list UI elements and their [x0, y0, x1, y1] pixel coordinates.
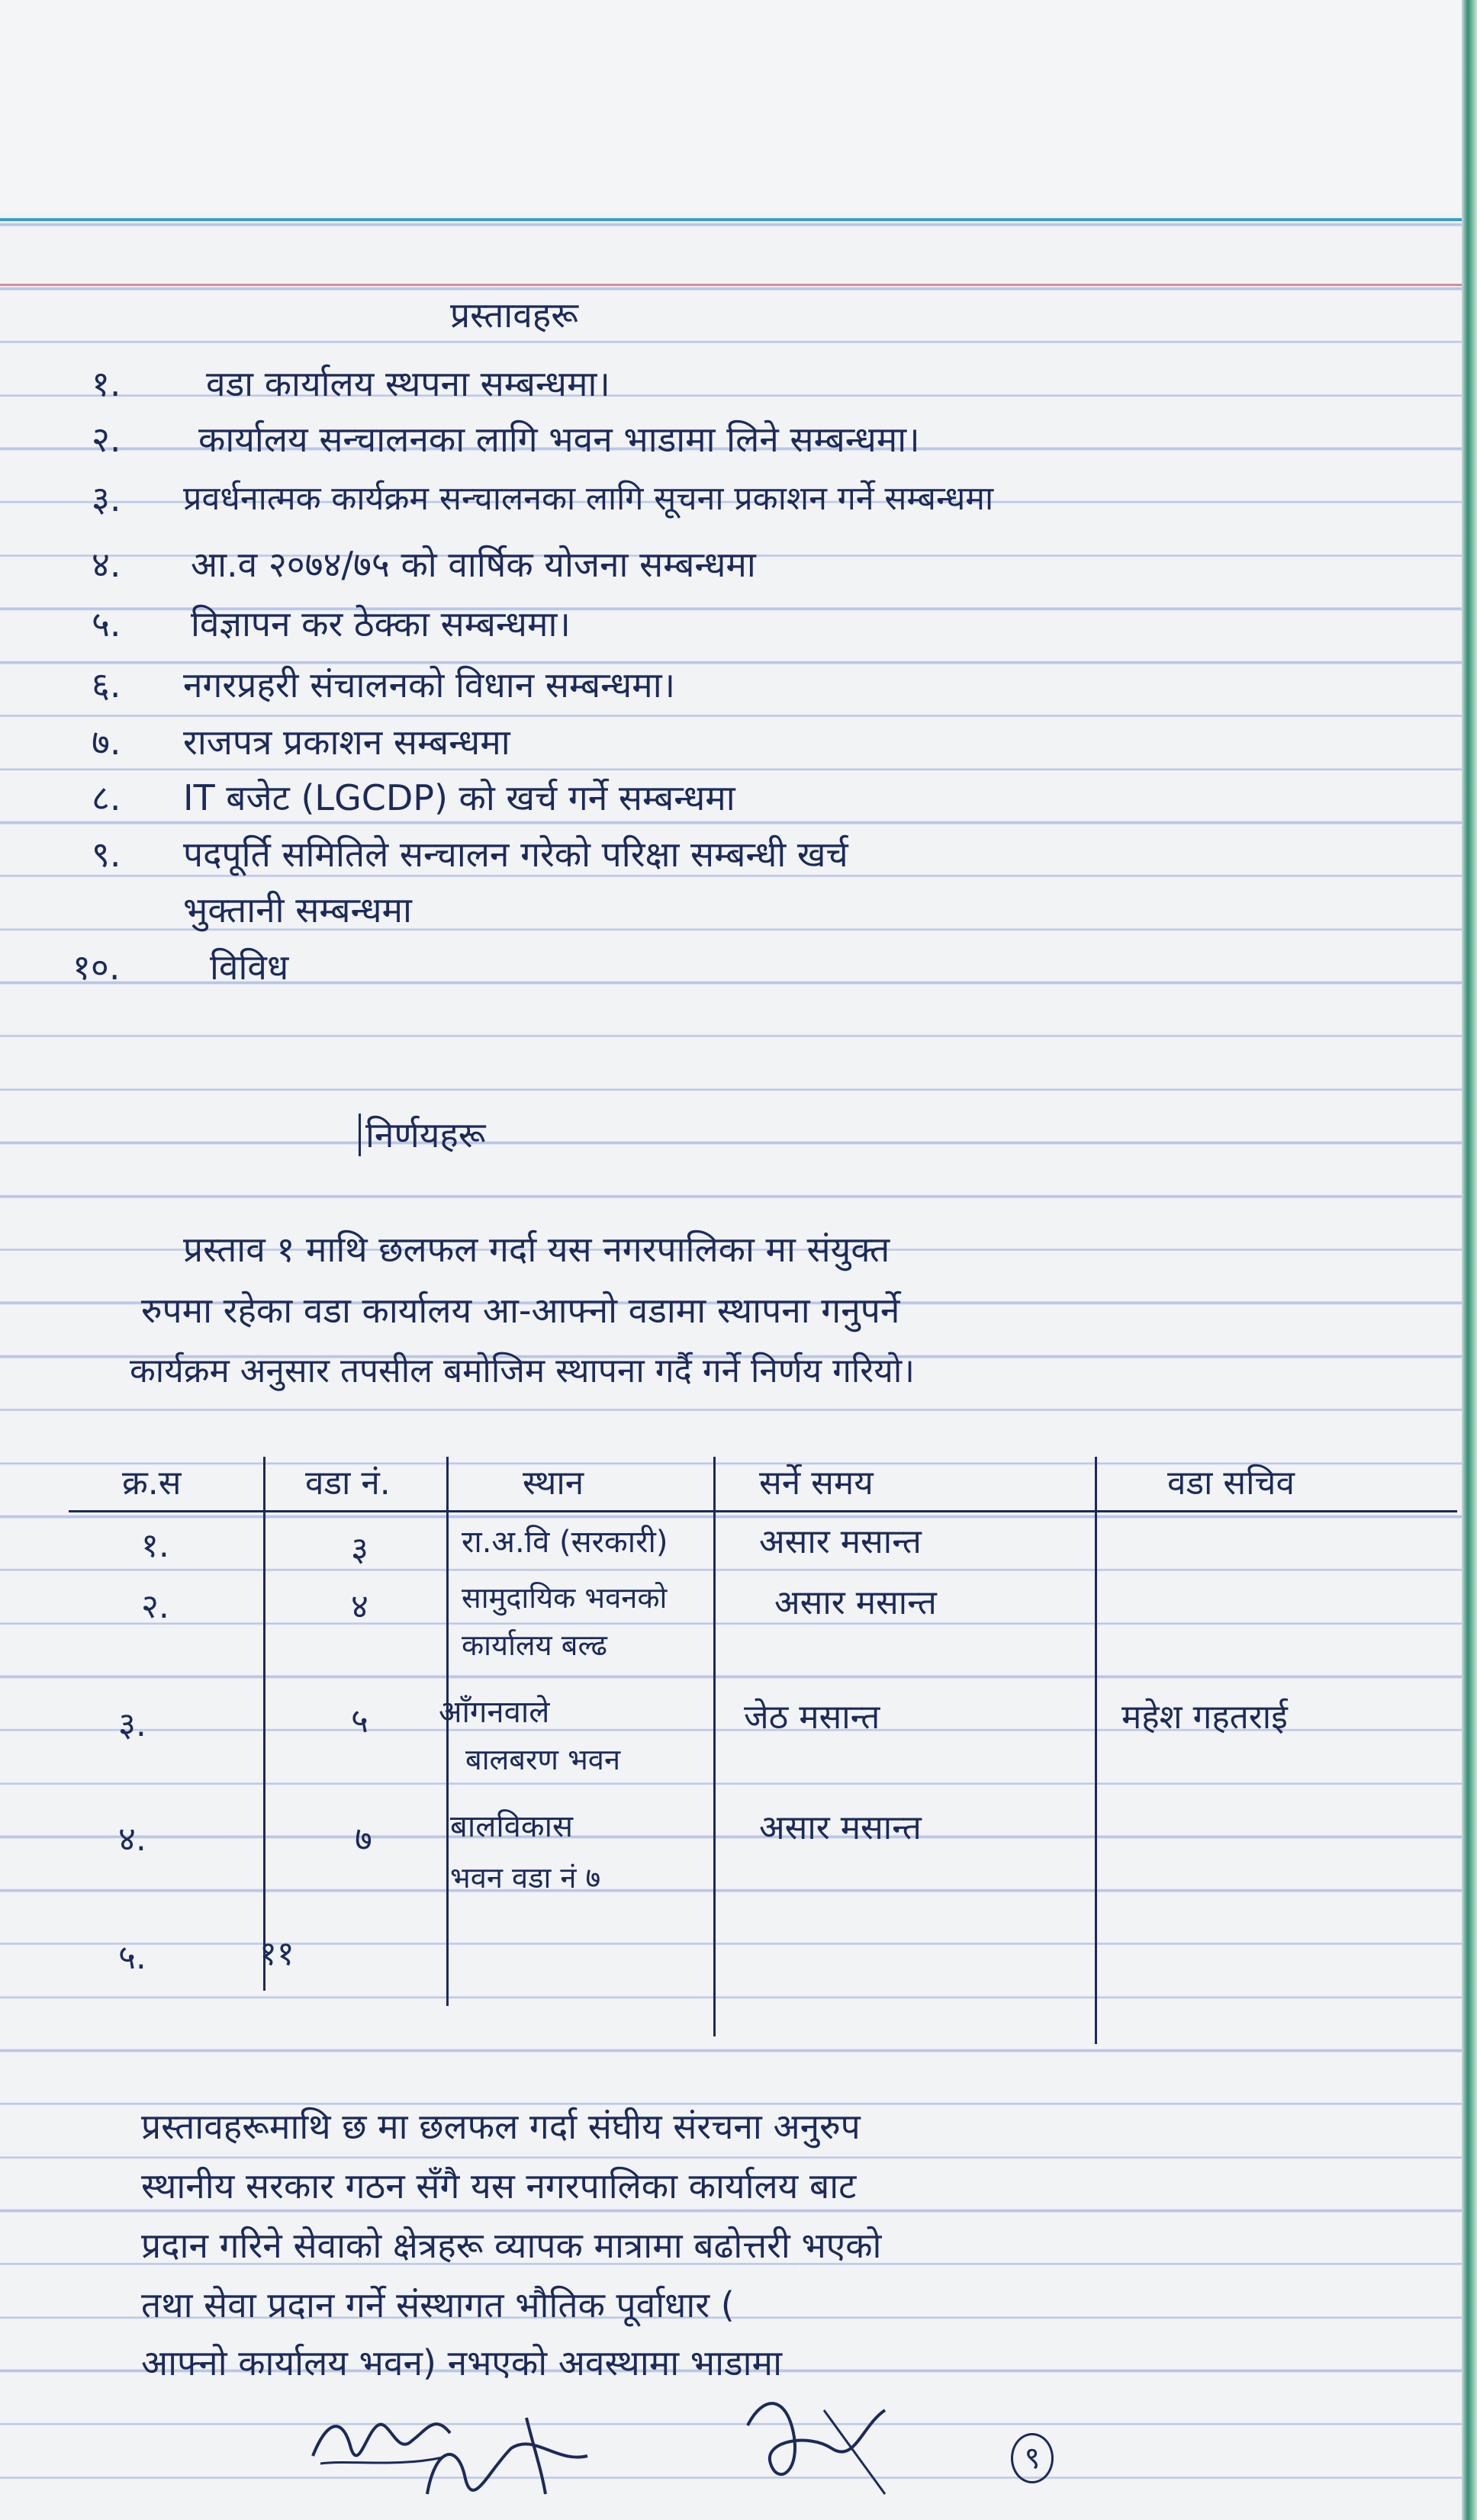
proposal-text: IT बजेट (LGCDP) को खर्च गर्ने सम्बन्धमा [183, 777, 735, 818]
signature-3 [732, 2380, 900, 2509]
table-cell-place: कार्यालय बल्ढ [462, 1628, 607, 1662]
decision-line: तथा सेवा प्रदान गर्ने संस्थागत भौतिक पूर्वाधार ( [141, 2284, 735, 2326]
table-cell-sn: ४. [118, 1820, 146, 1859]
table-cell-ward: ७ [355, 1820, 372, 1859]
table-cell-ward: ३ [351, 1530, 368, 1569]
decision-line: आफ्नो कार्यालय भवन) नभएको अवस्थामा भाडामा [141, 2342, 782, 2383]
decision-line: स्थानीय सरकार गठन सँगै यस नगरपालिका कार्यालय बाट [141, 2165, 857, 2207]
proposal-number: ५. [92, 603, 121, 644]
proposal-text: राजपत्र प्रकाशन सम्बन्धमा [183, 722, 510, 763]
table-header-rule [69, 1510, 1457, 1512]
proposal-text: प्रवर्धनात्मक कार्यक्रम सन्चालनका लागि सूचना प्रकाशन गर्ने सम्बन्धमा [183, 480, 994, 518]
proposal-number: १. [92, 363, 121, 404]
decision-line: प्रदान गरिने सेवाको क्षेत्रहरू व्यापक मात्रामा बढोत्तरी भएको [141, 2225, 882, 2266]
table-cell-ward: ११ [259, 1934, 294, 1973]
proposal-text: वडा कार्यालय स्थपना सम्बन्धमा। [206, 363, 610, 404]
table-column-divider [713, 1457, 716, 2036]
decision-line: कार्यक्रम अनुसार तपसील बमोजिम स्थापना गर्दै गर्ने निर्णय गरियो। [130, 1352, 915, 1390]
proposal-text: आ.व २०७४/७५ को वार्षिक योजना सम्बन्धमा [191, 544, 756, 585]
proposal-number: ७. [92, 722, 121, 763]
table-cell-ward: ४ [351, 1587, 368, 1626]
proposals-heading: प्रस्तावहरू [450, 294, 578, 336]
proposal-text: नगरप्रहरी संचालनको विधान सम्बन्धमा। [183, 664, 676, 706]
proposal-text: विज्ञापन कर ठेक्का सम्बन्धमा। [191, 603, 571, 644]
table-cell-ward: ५ [351, 1702, 368, 1741]
decision-line: प्रस्ताव १ माथि छलफल गर्दा यस नगरपालिका मा संयुक्त [183, 1229, 890, 1270]
table-cell-sn: ५. [118, 1938, 146, 1977]
page-number-mark: ९ [1011, 2433, 1054, 2483]
table-header-time: सर्ने समय [759, 1464, 874, 1503]
decision-line: रुपमा रहेका वडा कार्यालय आ-आफ्नो वडामा स्थापना गनुपर्ने [141, 1290, 900, 1331]
table-header-sn: क्र.स [122, 1464, 182, 1503]
table-cell-secretary: महेश गहतराई [1121, 1698, 1288, 1737]
table-cell-sn: २. [141, 1587, 169, 1626]
table-cell-place: बालविकास [450, 1809, 574, 1844]
proposal-text: पदपूर्ति समितिले सन्चालन गरेको परिक्षा सम्बन्धी खर्च [183, 834, 848, 875]
table-cell-sn: १. [141, 1526, 169, 1565]
table-cell-sn: ३. [118, 1705, 146, 1744]
decisions-heading: निर्णयहरू [359, 1114, 486, 1156]
page-top-margin [0, 0, 1477, 214]
table-column-divider [263, 1457, 265, 1991]
table-cell-place: आँगनवाले [439, 1695, 550, 1730]
table-cell-place: रा.अ.वि (सरकारी) [462, 1525, 668, 1560]
proposal-number: १०. [72, 947, 121, 988]
proposal-number: ८. [92, 777, 121, 818]
proposal-number: २. [92, 419, 121, 460]
decision-line: प्रस्तावहरूमाथि छ मा छलफल गर्दा संघीय संरचना अनुरुप [141, 2106, 861, 2147]
table-cell-place: भवन वडा नं ७ [450, 1861, 601, 1895]
proposal-text-continued: भुक्तानी सम्बन्धमा [183, 889, 412, 931]
proposal-text: विविध [210, 947, 289, 988]
table-cell-time: असार मसान्त [774, 1583, 937, 1622]
signature-2 [412, 2403, 610, 2517]
header-rule-blue [0, 218, 1477, 221]
table-cell-time: असार मसान्त [759, 1808, 922, 1847]
table-cell-place: बालबरण भवन [465, 1743, 621, 1776]
page-binding-edge [1462, 0, 1477, 2520]
table-header-place: स्थान [523, 1464, 584, 1503]
proposal-text: कार्यालय सन्चालनका लागि भवन भाडामा लिने सम्बन्धमा। [198, 419, 920, 460]
proposal-number: ३. [92, 478, 121, 519]
header-rule-red [0, 284, 1477, 286]
table-header-secretary: वडा सचिव [1167, 1464, 1295, 1503]
table-cell-time: जेठ मसान्त [744, 1698, 880, 1737]
ward-office-table [69, 1449, 1457, 2052]
proposal-number: ६. [92, 664, 121, 706]
proposal-number: ९. [92, 834, 121, 875]
table-header-ward: वडा नं. [305, 1464, 391, 1503]
proposal-number: ४. [92, 544, 121, 585]
table-column-divider [1095, 1457, 1097, 2044]
table-cell-time: असार मसान्त [759, 1522, 922, 1561]
table-cell-place: सामुदायिक भवनको [462, 1581, 668, 1615]
